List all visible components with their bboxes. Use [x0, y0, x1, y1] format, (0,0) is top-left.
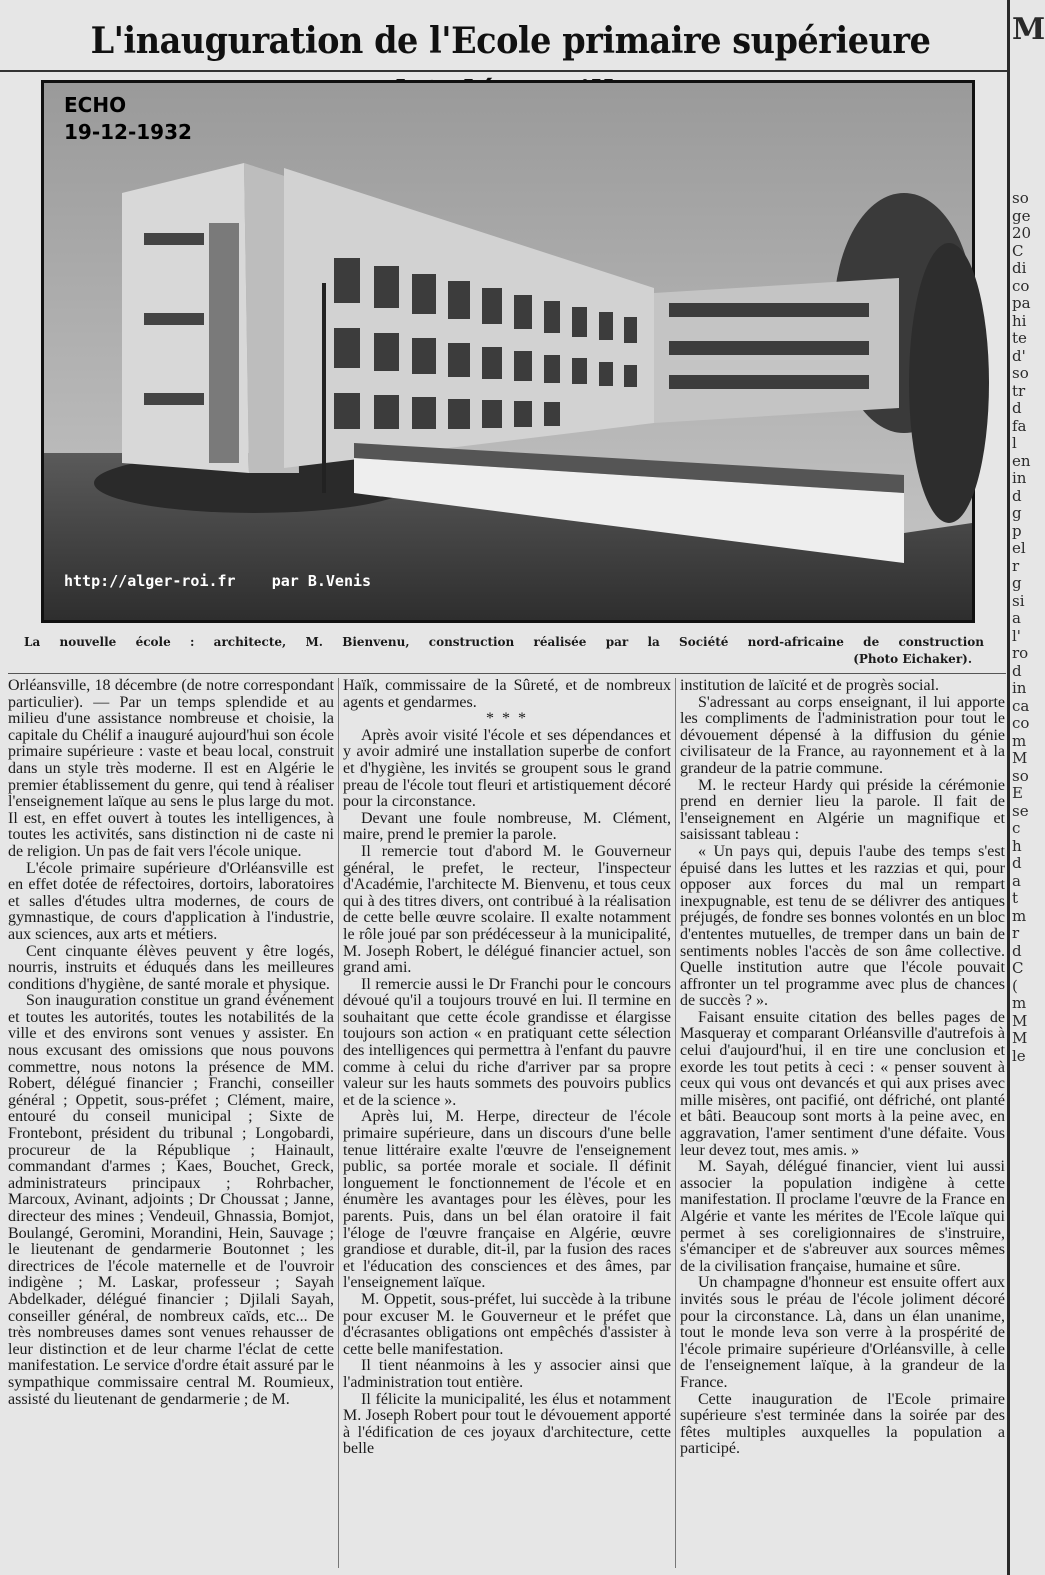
edge-fragment: te	[1012, 329, 1027, 347]
edge-fragment: m	[1012, 731, 1027, 750]
column-rule	[1007, 0, 1010, 1575]
article-column-1	[8, 678, 334, 1568]
edge-fragment: d'	[1012, 346, 1026, 365]
edge-fragment: 20	[1012, 224, 1032, 242]
edge-fragment: in	[1012, 469, 1027, 487]
paragraph: L'école primaire supérieure d'Orléansville est en effet dotée de réfectoires, dortoirs, laboratoires et salles d'études ultra modernes, de cours de gymnastique, de cours d'application à l'industrie, aux sciences, aux arts et métiers.	[8, 859, 334, 943]
edge-fragment: h	[1012, 836, 1022, 855]
edge-fragment: fa	[1012, 416, 1027, 435]
edge-fragment: tr	[1012, 381, 1026, 400]
paragraph: Devant une foule nombreuse, M. Clément, maire, prend le premier la parole.	[343, 809, 671, 844]
edge-fragment: so	[1012, 766, 1029, 785]
paragraph: Il remercie tout d'abord M. le Gouverneur général, le prefet, le recteur, l'inspecteur d'Académie, l'architecte M. Bienvenu, et tous ceux qui à des titres divers, ont contribué à la réalisation de cette belle œuvre scolaire. Il exalte notamment le rôle joué par son prédécesseur à la municipalité, M. Joseph Robert, le délégué financier actuel, son grand ami.	[343, 842, 671, 977]
edge-fragment: l	[1012, 434, 1017, 452]
column-divider	[675, 678, 676, 1568]
edge-fragment: M	[1012, 749, 1028, 767]
edge-fragment: C	[1012, 241, 1024, 260]
edge-fragment: co	[1012, 714, 1030, 732]
paragraph: Cent cinquante élèves peuvent y être logés, nourris, instruits et éduqués dans les meilleures conditions d'hygiène, de santé morale et physique.	[8, 942, 334, 993]
edge-fragment: g	[1012, 504, 1022, 522]
paragraph: Haïk, commissaire de la Sûreté, et de nombreux agents et gendarmes.	[343, 677, 671, 711]
edge-fragment: a	[1012, 871, 1021, 890]
paragraph: Son inauguration constitue un grand événement et toutes les autorités, toutes les notabilités de la ville et des environs sont venues y assister. En nous excusant des omissions que nous pouvons commettre, nous notons la présence de MM. Robert, délégué financier ; Franchi, conseiller général ; Oppetit, sous-préfet ; Clément, maire, entouré du conseil municipal ; Sixte de Frontebont, président du tribunal ; Longobardi, procureur de la République ; Hainault, commandant d'armes ; Kaes, Bouchet, Greck, administrateurs principaux ; Rohrbacher, Marcoux, Avinant, adjoints ; Dr Choussat ; Janne, directeur des mines ; Vendeuil, Ghnassia, Bomjot, Boulangé, Geromini, Morandini, Hein, Sauvage ; le lieutenant de gendarmerie Boutonnet ; les directrices de l'école maternelle et de l'ouvroir indigène ; M. Laskar, professeur ; Sayah Abdelkader, délégué financier ; Djilali Sayah, conseiller général, de nombreux caïds, etc... De très nombreuses dames sont venues rehausser de leur distinction et de leur charme l'éclat de cette manifestation. Le service d'ordre était assuré par le sympathique commissaire central M. Roumieux, assisté du lieutenant de gendarmerie ; de M.	[8, 992, 334, 1408]
edge-fragment: en	[1012, 451, 1031, 470]
edge-fragment: d	[1012, 399, 1022, 417]
edge-fragment: el	[1012, 539, 1026, 557]
edge-fragment: ge	[1012, 206, 1031, 225]
article-column-2	[343, 678, 671, 1568]
edge-fragment: g	[1012, 574, 1022, 592]
edge-fragment: C	[1012, 959, 1024, 977]
edge-fragment: d	[1012, 941, 1022, 960]
paragraph: Après avoir visité l'école et ses dépendances et y avoir admiré une installation superbe de confort et d'hygiène, les invités se groupent sous le grand preau de l'école tout fleuri et artistiquement décoré pour la circonstance.	[343, 726, 671, 811]
edge-fragment: d	[1012, 854, 1022, 872]
paragraph: Orléansville, 18 décembre (de notre correspondant particulier). — Par un temps splendide et au milieu d'une assistance nombreuse et choisie, la capitale du Chélif a inauguré aujourd'hui son école primaire supérieure : vaste et beau local, construit dans un style très moderne. Il est en Algérie le premier établissement du genre, qui tend à réaliser l'enseignement laïque au sens le plus large du mot. Il est, en effet ouvert à toutes les intelligences, à toutes les activités, sans distinction ni de caste ni de religion. Un pas de fait vers l'école unique.	[8, 677, 334, 860]
headline: L'inauguration de l'Ecole primaire supérieure	[90, 20, 931, 62]
edge-fragment: d	[1012, 661, 1022, 680]
edge-fragment: pa	[1012, 294, 1031, 312]
edge-fragment: si	[1012, 591, 1025, 610]
paragraph: M. Sayah, délégué financier, vient lui aussi associer la population indigène à cette manifestation. Il proclame l'œuvre de la France en Algérie et vante les mérites de l'Ecole laïque qui permet à ses coreligionnaires de s'instruire, s'émanciper et de s'abreuver aux sources mêmes de la civilisation française, humaine et sûre.	[680, 1158, 1005, 1275]
watermark-url: http://alger-roi.fr par B.Venis	[64, 572, 372, 590]
paragraph: Il félicite la municipalité, les élus et notamment M. Joseph Robert pour tout le dévouement apporté à l'édification de ces joyaux d'architecture, cette belle	[343, 1390, 671, 1458]
edge-fragment: E	[1012, 784, 1023, 802]
paragraph: M. le recteur Hardy qui préside la cérémonie prend en dernier lieu la parole. Il fait de l'enseignement en Algérie un magnifique et saisissant tableau :	[680, 776, 1005, 844]
edge-fragment: m	[1012, 906, 1027, 925]
paragraph: S'adressant au corps enseignant, il lui apporte les compliments de l'administration pour tout le dévouement dépensé à la diffusion du génie civilisateur de la France, au rayonnement et à la grandeur de la patrie commune.	[680, 693, 1005, 777]
edge-fragment: p	[1012, 521, 1022, 540]
paragraph: Un champagne d'honneur est ensuite offert aux invités sous le préau de l'école joliment décoré pour la circonstance. Là, dans un élan unanime, tout le monde leva son verre à la prospérité de l'école primaire supérieure d'Orléansville, à celle de l'enseignement laïque, à la grandeur de la France.	[680, 1274, 1005, 1391]
photo-school-building-icon	[44, 83, 972, 620]
edge-fragment: di	[1012, 259, 1027, 277]
edge-fragment: t	[1012, 889, 1019, 907]
edge-fragment: so	[1012, 364, 1029, 382]
edge-fragment: a	[1012, 609, 1021, 627]
top-rule	[0, 70, 1010, 72]
edge-fragment: r	[1012, 924, 1020, 942]
edge-fragment: se	[1012, 801, 1029, 820]
edge-fragment: (	[1012, 976, 1018, 995]
edge-fragment: ca	[1012, 696, 1030, 715]
source-name: ECHO	[64, 93, 127, 117]
paragraph: Il tient néanmoins à les y associer ainsi que l'administration tout entière.	[343, 1357, 671, 1391]
edge-fragment: d	[1012, 486, 1022, 505]
edge-fragment: l'	[1012, 626, 1021, 645]
edge-fragment: co	[1012, 276, 1030, 295]
article-column-3	[680, 678, 1005, 1568]
caption-rule	[8, 673, 1006, 674]
edge-fragment: M	[1012, 1011, 1028, 1030]
edge-fragment: so	[1012, 189, 1029, 207]
paragraph: « Un pays qui, depuis l'aube des temps s'est épuisé dans les luttes et les razzias et qui, pour opposer aux forces du mal un rempart inexpugnable, est tenu de se délivrer des antiques préjugés, de fondre ses bonnes volontés en un bloc d'ententes mutuelles, de tremper dans un bain de sentiments nobles l'accès de son âme collective. Quelle institution autre que l'école pouvait affronter un tel programme avec plus de chances de succès ? ».	[680, 842, 1005, 1010]
edge-fragment: r	[1012, 556, 1020, 575]
edge-fragment: ro	[1012, 644, 1029, 662]
column-divider	[338, 678, 339, 1568]
paragraph: Cette inauguration de l'Ecole primaire supérieure s'est terminée dans la soirée par des fêtes multiples auxquelles la population a participé.	[680, 1390, 1005, 1458]
source-date: 19-12-1932	[64, 120, 192, 144]
paragraph: M. Oppetit, sous-préfet, lui succède à la tribune pour excuser M. le Gouverneur et le préfet que d'écrasantes obligations ont empêchés d'assister à cette belle manifestation.	[343, 1290, 671, 1358]
edge-fragment: in	[1012, 679, 1027, 697]
photo-credit: (Photo Eichaker).	[853, 652, 972, 666]
source-label	[64, 92, 192, 146]
paragraph: Après lui, M. Herpe, directeur de l'école primaire supérieure, dans un discours d'une belle tenue littéraire exalte l'œuvre de l'enseignement public, sa portée morale et sociale. Il définit longuement le fonctionnement de l'école et en énumère les avantages pour les élèves, pour les parents. Puis, dans un bel élan oratoire il fait l'éloge de l'œuvre française en Algérie, œuvre grandiose et durable, dit-il, par la fusion des races et l'éducation des consciences et des âmes, par l'enseignement laïque.	[343, 1108, 671, 1292]
paragraph: Il remercie aussi le Dr Franchi pour le concours dévoué qu'il a toujours trouvé en lui. Il termine en souhaitant que cette école grandisse et élargisse toujours son action « en pratiquant cette sélection des intelligences qui permettra à l'enfant du pauvre comme à celui du riche d'arriver par sa propre valeur sur les hauts sommets des pouvoirs publics et de la science ».	[343, 975, 671, 1109]
edge-fragment: le	[1012, 1046, 1026, 1065]
photo-caption: La nouvelle école : architecte, M. Bienvenu, construction réalisée par la Société nord-africaine de construction	[24, 635, 984, 649]
edge-fragment: M	[1012, 1029, 1028, 1047]
edge-fragment: m	[1012, 994, 1027, 1012]
school-photo	[41, 80, 975, 623]
adjacent-column-fragment	[1012, 0, 1045, 1575]
edge-fragment: hi	[1012, 311, 1027, 330]
edge-fragment: c	[1012, 819, 1021, 837]
paragraph: institution de laïcité et de progrès social.	[680, 677, 940, 694]
section-separator: * * *	[486, 710, 528, 728]
edge-fragment: M	[1012, 12, 1045, 47]
paragraph: Faisant ensuite citation des belles pages de Masqueray et comparant Orléansville d'autrefois à celui d'aujourd'hui, il en tire une conclusion et exorde les tout petits à ceci : « penser souvent à ceux qui vous ont devancés et qui aux prises avec mille misères, ont pacifié, ont défriché, ont planté et bâti. Beaucoup sont morts à la peine avec, en aggravation, l'amer sentiment d'une défaite. Vous leur devez tout, mes amis. »	[680, 1008, 1005, 1159]
